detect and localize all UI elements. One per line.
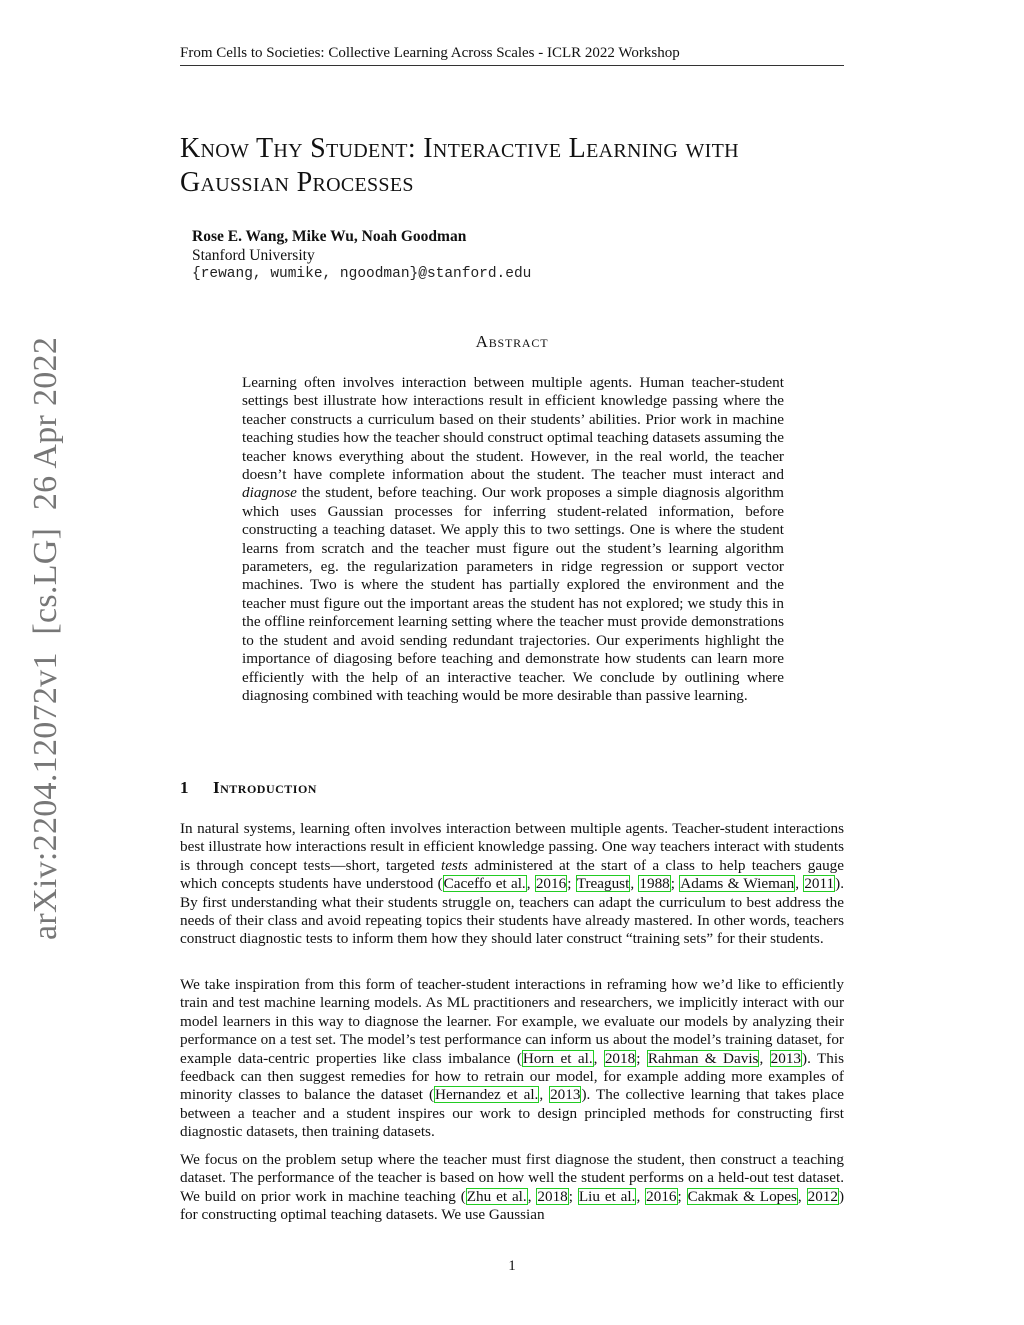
citation-link[interactable]: Cakmak & Lopes bbox=[687, 1187, 797, 1205]
intro-paragraph-3: We focus on the problem setup where the teacher must first diagnose the student, then construct a teaching dataset. The performance of the teacher is based on how well the student performs on a held-out test dataset. We build on prior work in machine teaching (Zhu et al., 2018; Liu et al., 2016; Cakmak & Lopes, 2012) for constructing optimal teaching datasets. We use Gaussian bbox=[180, 1151, 845, 1224]
citation-link[interactable]: Adams & Wieman bbox=[680, 875, 795, 893]
intro-paragraph-1: In natural systems, learning often involves interaction between multiple agents. Teacher-student interactions best illustrate how interactions result in efficient knowledge passing. One way teachers interact with students is through concept tests—short, targeted tests administered at the start of a class to help teachers gauge which concepts students have understood (Caceffo et al., 2016; Treagust, 1988; Adams & Wieman, 2011). By first understanding what their students struggle on, teachers can adapt the curriculum to best address the needs of their class and avoid repeating topics their students have already mastered. In other words, teachers construct diagnostic tests to inform them how they should later construct “training sets” for their students. bbox=[180, 820, 844, 948]
citation-year-link[interactable]: 2018 bbox=[604, 1049, 636, 1067]
citation-link[interactable]: Treagust bbox=[576, 875, 630, 893]
abstract-text-part-2: the student, before teaching. Our work proposes a simple diagnosis algorithm which uses Gaussian processes for inferring student-related information, before constructing a teaching dataset. We apply this to two settings. One is where the student learns from scratch and the teacher must figure out the student’s learning algorithm parameters, eg. the regularization parameters in ridge regression or support vector machines. Two is where the student has partially explored the environment and the teacher must figure out the important areas the student has not explored; we study this in the offline reinforcement learning setting where the teacher must provide demonstrations to the student and avoid sending redundant trajectories. Our experiments highlight the importance of diagosing before teaching and demonstrate how students can learn more efficiently with the help of an interactive teacher. We conclude by outlining where diagnosing combined with teaching would be more desirable than passive learning. bbox=[242, 484, 784, 704]
author-emails: {rewang, wumike, ngoodman}@stanford.edu bbox=[192, 266, 532, 282]
section-heading-introduction bbox=[180, 778, 317, 798]
title-line-1: Know Thy Student: Interactive Learning with bbox=[180, 133, 739, 164]
p3-text-b: ) for constructing optimal teaching datasets. We use Gaussian bbox=[180, 1187, 845, 1224]
p1-text-d: ). By first understanding what their students struggle on, teachers can adapt the curriculum to best address the needs of their class and avoid repeating topics their students have already mastered. In other words, teachers construct diagnostic tests to inform them how they should later construct “training sets” for their students. bbox=[180, 875, 844, 948]
citation-year-link[interactable]: 2012 bbox=[807, 1187, 838, 1205]
abstract-heading: Abstract bbox=[475, 332, 549, 351]
citation-link[interactable]: Caceffo et al. bbox=[443, 875, 526, 893]
p3-text-a: We focus on the problem setup where the teacher must first diagnose the student, then construct a teaching dataset. The performance of the teacher is based on how well the student performs on a held-out test dataset. We build on prior work in machine teaching ( bbox=[180, 1151, 844, 1205]
abstract-emphasis: diagnose bbox=[242, 484, 297, 502]
section-title: Introduction bbox=[213, 778, 317, 797]
p2-text-b: ). This feedback can then suggest remedies for how to retrain our model, for example adding more examples of minority classes to balance the dataset ( bbox=[180, 1049, 844, 1104]
citation-year-link[interactable]: 2011 bbox=[804, 875, 835, 893]
p1-text-a: In natural systems, learning often involves interaction between multiple agents. Teacher-student interactions best illustrate how interactions result in efficient knowledge passing. One way teachers interact with students is through concept tests—short, targeted bbox=[180, 820, 844, 874]
author-names: Rose E. Wang, Mike Wu, Noah Goodman bbox=[192, 228, 467, 245]
citation-year-link[interactable]: 2013 bbox=[550, 1086, 581, 1104]
author-block bbox=[192, 228, 531, 284]
citation-year-link[interactable]: 1988 bbox=[639, 875, 670, 893]
running-header: From Cells to Societies: Collective Learning Across Scales - ICLR 2022 Workshop bbox=[180, 44, 844, 66]
section-number: 1 bbox=[180, 778, 189, 797]
citation-link[interactable]: Hernandez et al. bbox=[435, 1086, 539, 1104]
citation-link[interactable]: Liu et al. bbox=[578, 1187, 636, 1205]
arxiv-identifier: arXiv:2204.12072v1 [cs.LG] 26 Apr 2022 bbox=[27, 336, 64, 940]
p2-text-a: We take inspiration from this form of teacher-student interactions in reframing how we’d like to efficiently train and test machine learning models. As ML practitioners and researchers, we implicitly interact with our model learners in this way to diagnose the learner. For example, we evaluate our models by analyzing their performance on a test set. The model’s test performance can inform us about the model’s training dataset, for example data-centric properties like class imbalance ( bbox=[180, 976, 844, 1067]
citation-year-link[interactable]: 2018 bbox=[537, 1187, 568, 1205]
title-line-2: Gaussian Processes bbox=[180, 167, 414, 198]
citation-link[interactable]: Rahman & Davis bbox=[647, 1049, 759, 1067]
abstract-text bbox=[242, 374, 784, 705]
p2-text-c: ). The collective learning that takes place between a teacher and a student inspires our work to design principled methods for constructing first diagnostic datasets, then training datasets. bbox=[180, 1086, 844, 1141]
citation-year-link[interactable]: 2013 bbox=[770, 1049, 802, 1067]
intro-paragraph-2: We take inspiration from this form of teacher-student interactions in reframing how we’d like to efficiently train and test machine learning models. As ML practitioners and researchers, we implicitly interact with our model learners in this way to diagnose the learner. For example, we evaluate our models by analyzing their performance on a test set. The model’s test performance can inform us about the model’s training dataset, for example data-centric properties like class imbalance (Horn et al., 2018; Rahman & Davis, 2013). This feedback can then suggest remedies for how to retrain our model, for example adding more examples of minority classes to balance the dataset (Hernandez et al., 2013). The collective learning that takes place between a teacher and a student inspires our work to design principled methods for constructing first diagnostic datasets, then training datasets. bbox=[180, 976, 844, 1141]
citation-year-link[interactable]: 2016 bbox=[535, 875, 567, 893]
affiliation: Stanford University bbox=[192, 246, 315, 264]
p1-emphasis: tests bbox=[440, 856, 468, 874]
page-number: 1 bbox=[508, 1258, 516, 1274]
citation-link[interactable]: Horn et al. bbox=[522, 1049, 593, 1067]
citation-link[interactable]: Zhu et al. bbox=[466, 1187, 527, 1205]
citation-year-link[interactable]: 2016 bbox=[646, 1187, 677, 1205]
paper-title bbox=[180, 132, 850, 200]
p1-text-b: administered at the start of a class to help teachers gauge which concepts students have understood ( bbox=[180, 856, 844, 893]
abstract-text-part-1: Learning often involves interaction between multiple agents. Human teacher-student settings best illustrate how interactions result in efficient knowledge passing where the teacher constructs a curriculum based on their students’ abilities. Prior work in machine teaching studies how the teacher should construct optimal teaching datasets assuming the teacher knows everything about the student. However, in the real world, the teacher doesn’t have complete information about the student. The teacher must interact and bbox=[242, 374, 784, 484]
